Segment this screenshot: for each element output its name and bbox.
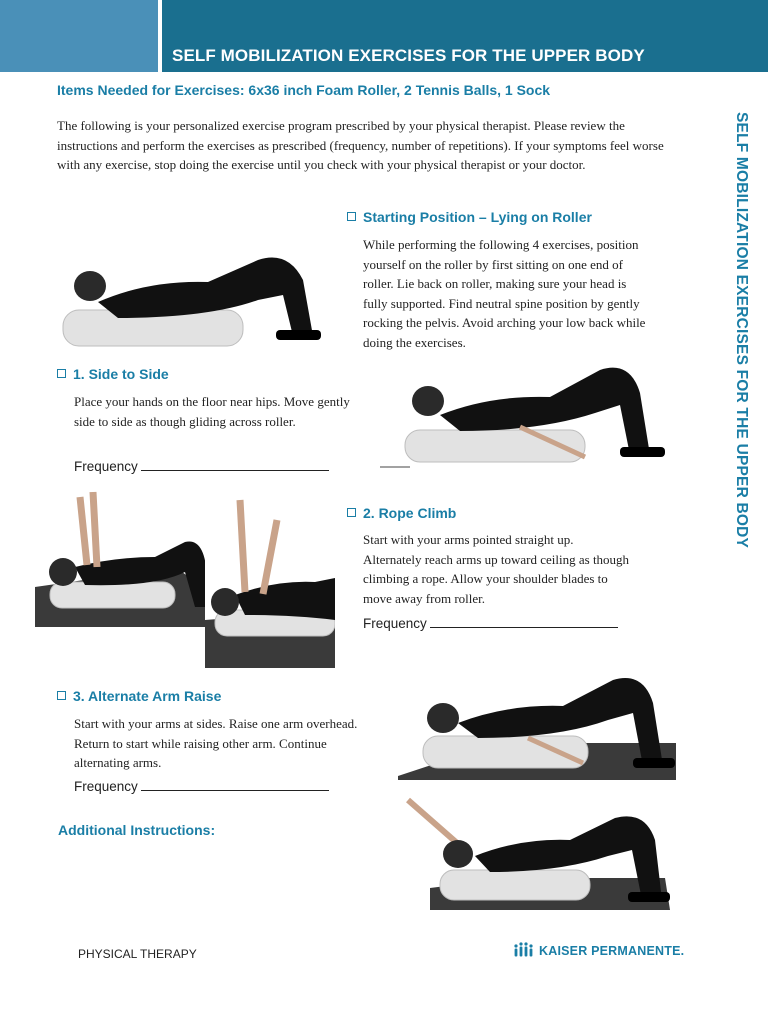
kaiser-logo (513, 941, 684, 961)
heading-starting-position (347, 209, 592, 225)
items-needed: Items Needed for Exercises: 6x36 inch Foam Roller, 2 Tennis Balls, 1 Sock (57, 82, 551, 98)
heading-text: 2. Rope Climb (363, 505, 457, 521)
intro-paragraph: The following is your personalized exercise program prescribed by your physical therapist. Please review the instructions and perform the exercises as prescribed (frequency, number of repetitions). If your symptoms feel worse with any exercise, stop doing the exercise until you check with your physical therapist or your doctor. (57, 118, 664, 172)
side-title: SELF MOBILIZATION EXERCISES FOR THE UPPER BODY (733, 112, 750, 549)
frequency-label: Frequency (74, 459, 138, 474)
frequency-label: Frequency (363, 616, 427, 631)
alternate-arm-raise-text: Start with your arms at sides. Raise one arm overhead. Return to start while raising other arm. Continue alternating arms. (74, 716, 358, 770)
starting-position-text: While performing the following 4 exercises, position yourself on the roller by first sitting on one end of roller. Lie back on roller, making sure your head is fully supported. Find neutral spine position by gently rocking the pelvis. Avoid arching your low back while doing the exercises. (363, 237, 646, 350)
rope-climb-photo-1 (35, 487, 210, 627)
heading-text: 3. Alternate Arm Raise (73, 688, 222, 704)
arm-raise-photo-2 (400, 788, 675, 913)
kaiser-people-icon (513, 941, 535, 961)
frequency-line[interactable] (430, 615, 618, 628)
additional-instructions-heading: Additional Instructions: (58, 822, 216, 838)
side-to-side-frequency (74, 458, 329, 474)
starting-position-photo (58, 240, 328, 352)
frequency-label: Frequency (74, 779, 138, 794)
rope-climb-photo-2 (205, 490, 335, 668)
checkbox-icon (347, 508, 356, 517)
heading-side-to-side (57, 366, 169, 382)
heading-alternate-arm-raise (57, 688, 221, 704)
heading-text: 1. Side to Side (73, 366, 169, 382)
page-title: SELF MOBILIZATION EXERCISES FOR THE UPPER BODY (172, 46, 645, 65)
rope-climb-text: Start with your arms pointed straight up. Alternately reach arms up toward ceiling as though climbing a rope. Allow your shoulder blades to move away from roller. (363, 532, 630, 606)
checkbox-icon (57, 691, 66, 700)
heading-text: Starting Position – Lying on Roller (363, 209, 592, 225)
rope-climb-frequency (363, 615, 618, 631)
side-to-side-text: Place your hands on the floor near hips. Move gently side to side as though gliding across roller. (74, 394, 350, 429)
alternate-arm-raise-frequency (74, 778, 329, 794)
arm-raise-photo-1 (398, 668, 676, 780)
checkbox-icon (57, 369, 66, 378)
footer-department: PHYSICAL THERAPY (78, 947, 197, 961)
checkbox-icon (347, 212, 356, 221)
kaiser-brand-text: KAISER PERMANENTE. (539, 944, 685, 958)
frequency-line[interactable] (141, 458, 329, 471)
side-to-side-photo (380, 355, 670, 470)
frequency-line[interactable] (141, 778, 329, 791)
header-accent-block (0, 0, 158, 72)
heading-rope-climb (347, 505, 456, 521)
